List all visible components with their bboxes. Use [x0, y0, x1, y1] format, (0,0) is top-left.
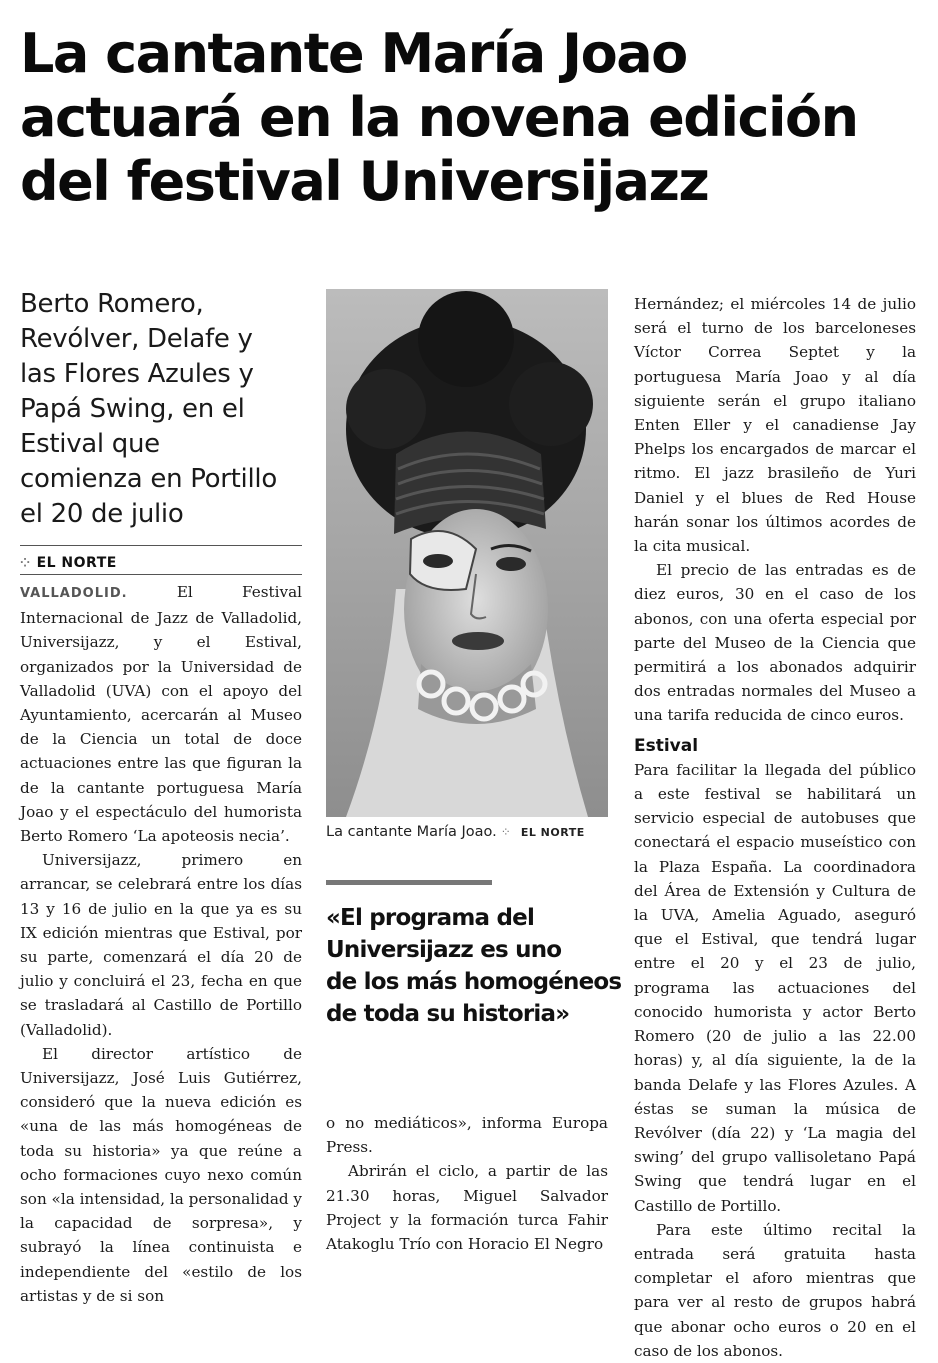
subhead-line: comienza en Portillo — [20, 464, 277, 494]
source-name: EL NORTE — [36, 555, 117, 571]
subheadline — [20, 287, 305, 532]
body-paragraph: VALLADOLID. El Festival Internacional de Jazz de Valladolid, Universijazz, y el Estival, organizados por la Universidad de Valladolid (UVA) con el apoyo del Ayuntamiento, acercarán al Museo de la Ciencia un total de doce actuaciones entre las que figuran la de la cantante portuguesa María Joao y el espectáculo del humorista Berto Romero ‘La apoteosis necia’. — [20, 583, 302, 846]
body-column-3 — [634, 292, 916, 1363]
body-paragraph: Universijazz, primero en arrancar, se celebrará entre los días 13 y 16 de julio en la que ya es su IX edición mientras que Estival, por su parte, comenzará el día 20 de julio y concluirá el 23, fecha en que se trasladará al Castillo de Portillo (Valladolid). — [20, 851, 302, 1039]
body-paragraph: Para este último recital la entrada será gratuita hasta completar el aforo mientras que para ver al resto de grupos habrá que abonar ocho euros o 20 en el caso de los abonos. — [634, 1220, 916, 1360]
pullquote — [326, 902, 622, 1030]
body-column-1 — [20, 580, 302, 1308]
source-divider — [20, 574, 302, 575]
body-paragraph: Para facilitar la llegada del público a este festival se habilitará un servicio especial de autobuses que conectará el espacio museístico con la Plaza España. La coordinadora del Área de Extensión y Cultura de la UVA, Amelia Aguado, aseguró que el Estival, que tendrá lugar entre el 20 y el 23 de julio, programa las actuaciones del conocido humorista y actor Berto Romero (20 de julio a las 22.00 horas) y, al día siguiente, la de la banda Delafe y las Flores Azules. A éstas se suman la música de Revólver (día 22) y ‘La magia del swing’ del grupo vallisoletano Papá Swing que tendrá lugar en el Castillo de Portillo. — [634, 760, 916, 1215]
dateline: VALLADOLID. — [20, 586, 128, 601]
subhead-line: Papá Swing, en el — [20, 394, 245, 424]
pullquote-line: «El programa del — [326, 905, 535, 931]
dots-icon: ⁘ — [20, 556, 31, 570]
portrait-photo — [326, 289, 608, 817]
photo-credit: EL NORTE — [520, 826, 585, 839]
pullquote-line: de toda su historia» — [326, 1001, 570, 1027]
headline — [20, 22, 920, 214]
subhead-line: Estival que — [20, 429, 160, 459]
body-paragraph: El director artístico de Universijazz, José Luis Gutiérrez, consideró que la nueva edición es «una de las más homogéneas de toda su historia» ya que reúne a ocho formaciones cuyo nexo común son «la intensidad, la personalidad y la capacidad de sorpresa», y subrayó la línea continuista e independiente del «estilo de los artistas y de si son — [20, 1044, 302, 1305]
subhead-divider — [20, 545, 302, 546]
headline-line: actuará en la novena edición — [20, 86, 858, 149]
body-paragraph: Hernández; el miércoles 14 de julio será el turno de los barceloneses Víctor Correa Septet y la portuguesa María Joao y al día siguiente serán el grupo italiano Enten Eller y el canadiense Jay Phelps los encargados de marcar el ritmo. El jazz brasileño de Yuri Daniel y el blues de Red House harán sonar los últimos acordes de la cita musical. — [634, 295, 916, 556]
section-subtitle: Estival — [634, 735, 699, 756]
body-column-2 — [326, 1111, 608, 1256]
subhead-line: el 20 de julio — [20, 499, 184, 529]
headline-line: del festival Universijazz — [20, 150, 709, 213]
subhead-line: Revólver, Delafe y — [20, 324, 253, 354]
headline-line: La cantante María Joao — [20, 22, 687, 85]
photo-caption — [326, 824, 616, 840]
subhead-line: las Flores Azules y — [20, 359, 254, 389]
body-paragraph: Abrirán el ciclo, a partir de las 21.30 horas, Miguel Salvador Project y la formación turca Fahir Atakoglu Trío con Horacio El Negro — [326, 1162, 608, 1254]
body-paragraph: o no mediáticos», informa Europa Press. — [326, 1114, 608, 1157]
pullquote-line: de los más homogéneos — [326, 969, 622, 995]
pullquote-line: Universijazz es uno — [326, 937, 562, 963]
subhead-line: Berto Romero, — [20, 289, 204, 319]
caption-text: La cantante María Joao. — [326, 824, 497, 840]
dots-icon: ⁘ — [500, 825, 511, 839]
pullquote-bar — [326, 880, 492, 885]
body-paragraph: El precio de las entradas es de diez euros, 30 en el caso de los abonos, con una oferta especial por parte del Museo de la Ciencia que permitirá a los abonados adquirir dos entradas normales del Museo a una tarifa reducida de cinco euros. — [634, 561, 916, 725]
source-byline — [20, 555, 117, 571]
